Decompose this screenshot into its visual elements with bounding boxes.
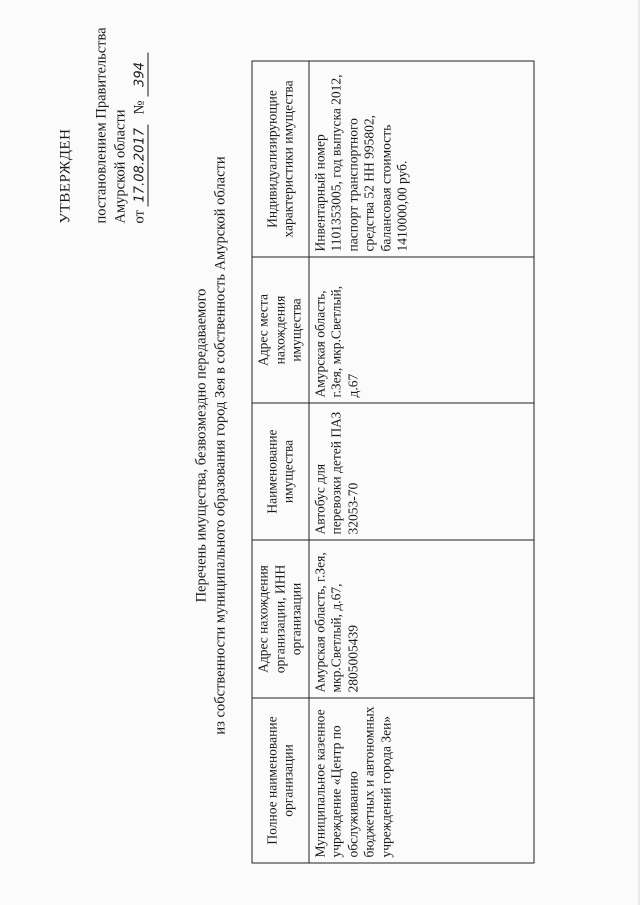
heading-line-1: Перечень имущества, безвозмездно передаваемого (193, 288, 209, 602)
cell-property-details: Инвентарный номер 1101353005, год выпуска 2012, паспорт транспортного средства 52 НН 995802, балансовая стоимость 1410000,00 руб. (309, 61, 534, 257)
table-header-row (252, 61, 309, 863)
header-property-name: Наименование имущества (252, 403, 309, 540)
cell-org-name: Муниципальное казенное учреждение «Центр по обслуживанию бюджетных и автономных учреждений города Зеи» (309, 698, 534, 863)
header-org-address: Адрес нахождения организации, ИНН организации (252, 540, 309, 698)
cell-property-address: Амурская область, г.Зея, мкр.Светлый, д.67 (309, 257, 534, 403)
header-property-details: Индивидуализирующие характеристики имущества (252, 61, 309, 257)
approval-number-label: № (131, 100, 148, 114)
document-heading (192, 145, 230, 745)
org-inn-text: 2805005439 (344, 624, 360, 692)
cell-org-address (309, 540, 534, 698)
property-table (251, 60, 534, 863)
header-org-name: Полное наименование организации (252, 698, 309, 863)
approval-from-label: от (131, 209, 148, 223)
approval-date: 17.08.2017 (132, 124, 148, 206)
heading-line-2: из собственности муниципального образования город Зея в собственность Амурской области (211, 155, 228, 735)
header-property-address: Адрес места нахождения имущества (252, 257, 309, 403)
approval-block (56, 27, 149, 223)
approval-number: 394 (132, 52, 148, 97)
approval-line-2: Амурской области (111, 109, 128, 223)
approval-line-1: постановлением Правительства (92, 26, 109, 223)
org-address-text: Амурская область, г.Зея, мкр.Светлый, д.67, (312, 551, 344, 692)
approval-date-line (130, 27, 149, 223)
approval-title: УТВЕРЖДЕН (57, 128, 73, 223)
table-row (309, 61, 534, 863)
cell-property-name: Автобус для перевозки детей ПАЗ 32053-70 (309, 403, 534, 540)
